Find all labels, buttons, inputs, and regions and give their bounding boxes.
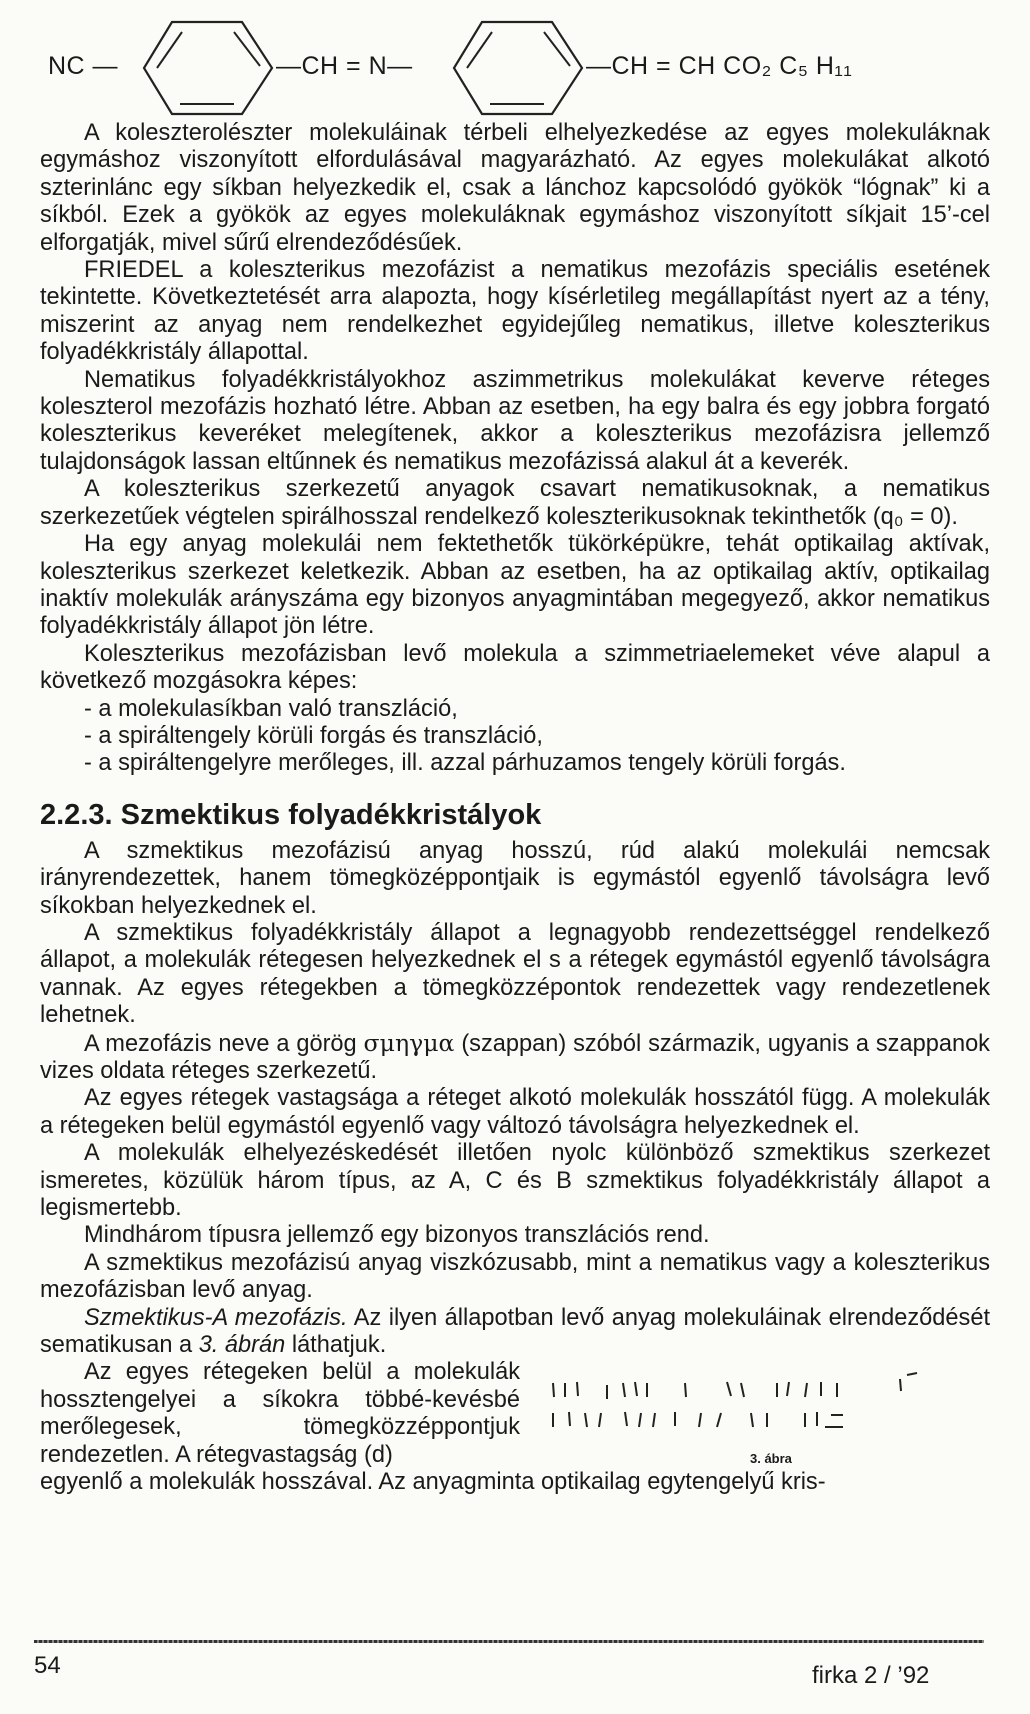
paragraph: A koleszterikus szerkezetű anyagok csavart nematikusoknak, a nematikus szerkezetűek végtelen spirálhosszal rendelkező koleszterikusoknak tekinthetők (q₀ = 0). bbox=[40, 476, 990, 530]
page-number: 54 bbox=[34, 1652, 61, 1679]
greek-word: σμηγμα bbox=[363, 1028, 455, 1057]
paragraph: A mezofázis neve a görög σμηγμα (szappan) szóból származik, ugyanis a szappanok vizes oldata réteges szerkezetű. bbox=[40, 1028, 990, 1084]
paragraph: egyenlő a molekulák hosszával. Az anyagminta optikailag egytengelyű kris- bbox=[40, 1469, 826, 1496]
paragraph: Koleszterikus mezofázisban levő molekula a szimmetriaelemeket véve alapul a következő mozgásokra képes: bbox=[40, 640, 990, 695]
figure-reference: 3. ábrán bbox=[198, 1332, 286, 1359]
list-item: - a molekulasíkban való transzláció, bbox=[84, 695, 458, 722]
figure-caption: 3. ábra bbox=[750, 1451, 792, 1467]
smectic-layer-diagram-icon bbox=[545, 1365, 985, 1445]
paragraph: Mindhárom típusra jellemző egy bizonyos transzlációs rend. bbox=[84, 1222, 710, 1249]
paragraph: Szmektikus-A mezofázis. Az ilyen állapotban levő anyag molekuláinak elrendeződését sematikusan a 3. ábrán láthatjuk. bbox=[40, 1304, 990, 1359]
footer-rule bbox=[34, 1640, 984, 1643]
formula-ch-n: —CH = N— bbox=[276, 52, 413, 80]
page-content bbox=[40, 12, 990, 1497]
benzene-ring-left-icon bbox=[142, 18, 274, 118]
list-item: - a spiráltengelyre merőleges, ill. azzal párhuzamos tengely körüli forgás. bbox=[84, 750, 846, 777]
term-smectic-a: Szmektikus-A mezofázis. bbox=[84, 1304, 348, 1331]
list-item: - a spiráltengely körüli forgás és transzláció, bbox=[84, 722, 543, 749]
paragraph: A szmektikus mezofázisú anyag hosszú, rúd alakú molekulái nemcsak irányrendezettek, hanem tömegközéppontjaik is egymástól egyenlő távolságra levő síkokban helyezkednek el. bbox=[40, 837, 990, 919]
benzene-ring-right-icon bbox=[452, 18, 584, 118]
section-heading: 2.2.3. Szmektikus folyadékkristályok bbox=[40, 798, 542, 831]
paragraph: A szmektikus folyadékkristály állapot a legnagyobb rendezettséggel rendelkező állapot, a molekulák rétegesen helyezkednek el s a rétegek egymástól egyenlő távolságra vannak. Az egyes rétegekben a tömegközzépontok rendezettek vagy rendezetlenek lehetnek. bbox=[40, 919, 990, 1029]
formula-tail: —CH = CH CO₂ C₅ H₁₁ bbox=[586, 52, 853, 80]
journal-issue: firka 2 / ’92 bbox=[812, 1662, 930, 1689]
formula-nc: NC — bbox=[48, 52, 119, 80]
figure-row bbox=[40, 1359, 990, 1469]
paragraph: A szmektikus mezofázisú anyag viszkózusabb, mint a nematikus vagy a koleszterikus mezofázisban levő anyag. bbox=[40, 1249, 990, 1304]
paragraph: Nematikus folyadékkristályokhoz aszimmetrikus molekulákat keverve réteges koleszterol mezofázis hozható létre. Abban az esetben, ha egy balra és egy jobbra forgató koleszterikus keveréket melegítenek, akkor a koleszterikus mezofázisra jellemző tulajdonságok lassan eltűnnek és nematikus mezofázissá alakul át a keverék. bbox=[40, 366, 990, 475]
paragraph: Ha egy anyag molekulái nem fektethetők tükörképükre, tehát optikailag aktívak, koleszterikus szerkezet keletkezik. Abban az esetben, ha az optikailag aktív, optikailag inaktív molekulák arányszáma egy bizonyos anyagmintában megegyező, akkor nematikus folyadékkristály állapot jön létre. bbox=[40, 531, 990, 640]
paragraph: FRIEDEL a koleszterikus mezofázist a nematikus mezofázis speciális esetének tekintette. Következtetését arra alapozta, hogy kísérletileg megállapítást nyert az a tény, miszerint az anyag nem rendelkezhet egyidejűleg nematikus, illetve koleszterikus folyadékkristály állapottal. bbox=[40, 257, 990, 366]
paragraph: Az egyes rétegeken belül a molekulák hossztengelyei a síkokra többé-kevésbé merőlegesek, tömegközzéppontjuk rendezetlen. A rétegvastagság (d) bbox=[40, 1359, 520, 1468]
paragraph: Az egyes rétegek vastagsága a réteget alkotó molekulák hosszától függ. A molekulák a rétegeken belül egymástól egyenlő vagy változó távolságra helyezkednek el. bbox=[40, 1085, 990, 1139]
chemical-formula bbox=[40, 12, 990, 120]
paragraph: A koleszterolészter molekuláinak térbeli elhelyezkedése az egyes molekuláknak egymáshoz viszonyított elfordulásával magyarázható. Az egyes molekulákat alkotó szterinlánc egy síkban helyezkedik el, csak a lánchoz kapcsolódó gyökök “lógnak” ki a síkból. Ezek a gyökök az egyes molekuláknak egymáshoz viszonyított síkjait 15’-cel elforgatják, mivel sűrű elrendeződésűek. bbox=[40, 120, 990, 256]
figure-3 bbox=[545, 1365, 985, 1475]
paragraph: A molekulák elhelyezéskedését illetően nyolc különböző szmektikus szerkezet ismeretes, közülük három típus, az A, C és B szmektikus folyadékkristály állapot a legismertebb. bbox=[40, 1140, 990, 1222]
